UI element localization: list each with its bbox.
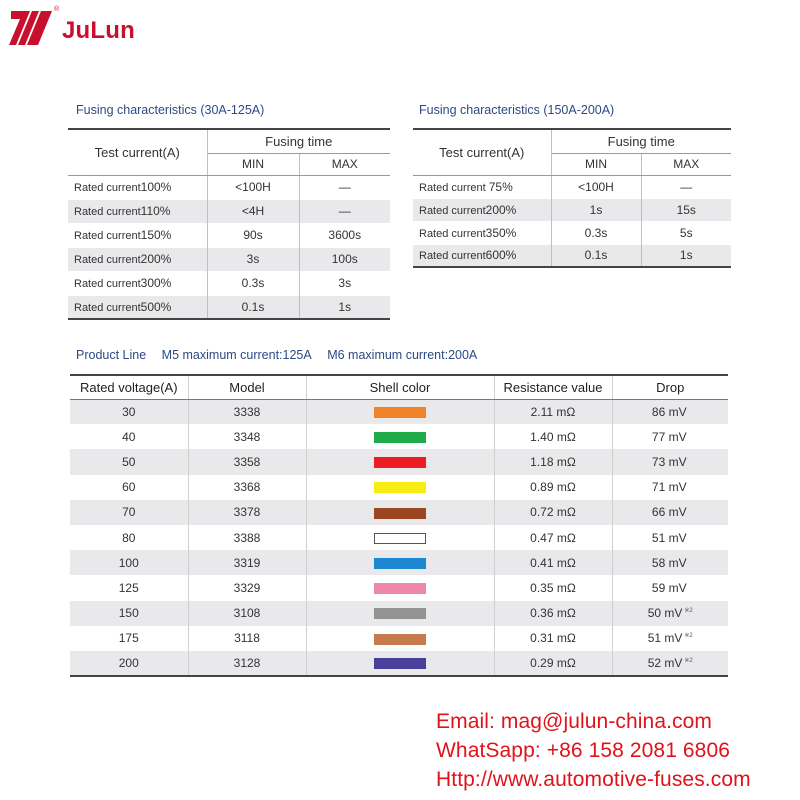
color-cell xyxy=(306,424,494,449)
drop-cell: 66 mV xyxy=(612,500,728,525)
resistance-cell: 0.35 mΩ xyxy=(494,575,612,600)
col-shell-color: Shell color xyxy=(306,375,494,399)
fusing-time-header: Fusing time xyxy=(551,129,731,153)
drop-cell: 52 mV $^{※2}$ xyxy=(612,651,728,676)
resistance-cell: 0.89 mΩ xyxy=(494,475,612,500)
max-cell: — xyxy=(641,175,731,198)
model-cell: 3319 xyxy=(188,550,306,575)
resistance-cell: 0.41 mΩ xyxy=(494,550,612,575)
shell-color-swatch xyxy=(374,634,426,645)
table-row xyxy=(70,550,728,575)
table-row xyxy=(70,626,728,651)
table-row xyxy=(68,223,390,247)
test-current-header: Test current(A) xyxy=(413,129,551,175)
brand-logo xyxy=(8,8,135,48)
fusing-table-2-title: Fusing characteristics (150A-200A) xyxy=(419,103,615,117)
row-label: Rated current200% xyxy=(413,198,551,221)
table-row xyxy=(70,399,728,424)
color-cell xyxy=(306,550,494,575)
model-cell: 3329 xyxy=(188,575,306,600)
drop-cell: 58 mV xyxy=(612,550,728,575)
rated-cell: 175 xyxy=(70,626,188,651)
product-table-body xyxy=(70,399,728,676)
col-resistance: Resistance value xyxy=(494,375,612,399)
model-cell: 3368 xyxy=(188,475,306,500)
table-row xyxy=(413,198,731,221)
fusing-table-1-title: Fusing characteristics (30A-125A) xyxy=(76,103,265,117)
row-label: Rated current300% xyxy=(68,271,207,295)
min-cell: 0.3s xyxy=(207,271,299,295)
resistance-cell: 0.72 mΩ xyxy=(494,500,612,525)
product-line-heading xyxy=(76,348,489,362)
model-cell: 3378 xyxy=(188,500,306,525)
table-row xyxy=(413,175,731,198)
row-label: Rated current100% xyxy=(68,175,207,199)
m5-max-current: M5 maximum current:125A xyxy=(161,348,312,362)
col-rated-voltage: Rated voltage(A) xyxy=(70,375,188,399)
shell-color-swatch xyxy=(374,407,426,418)
table-row xyxy=(68,247,390,271)
table-row xyxy=(413,221,731,244)
col-model: Model xyxy=(188,375,306,399)
max-cell: 1s xyxy=(299,295,390,319)
table-row xyxy=(70,601,728,626)
color-cell xyxy=(306,601,494,626)
max-cell: 100s xyxy=(299,247,390,271)
rated-cell: 40 xyxy=(70,424,188,449)
max-header: MAX xyxy=(299,153,390,175)
max-cell: 15s xyxy=(641,198,731,221)
resistance-cell: 2.11 mΩ xyxy=(494,399,612,424)
drop-cell: 51 mV $^{※2}$ xyxy=(612,626,728,651)
row-label: Rated current150% xyxy=(68,223,207,247)
max-cell: — xyxy=(299,199,390,223)
drop-cell: 51 mV xyxy=(612,525,728,550)
color-cell xyxy=(306,626,494,651)
drop-cell: 77 mV xyxy=(612,424,728,449)
registered-mark: ® xyxy=(54,6,60,13)
min-header: MIN xyxy=(207,153,299,175)
min-cell: <100H xyxy=(207,175,299,199)
table-row xyxy=(70,475,728,500)
brand-name: JuLun xyxy=(62,17,135,44)
min-cell: 90s xyxy=(207,223,299,247)
model-cell: 3358 xyxy=(188,449,306,474)
rated-cell: 200 xyxy=(70,651,188,676)
rated-cell: 150 xyxy=(70,601,188,626)
product-table xyxy=(70,374,728,677)
drop-cell: 50 mV $^{※2}$ xyxy=(612,601,728,626)
table-row xyxy=(70,500,728,525)
rated-cell: 80 xyxy=(70,525,188,550)
drop-cell: 86 mV xyxy=(612,399,728,424)
model-cell: 3108 xyxy=(188,601,306,626)
model-cell: 3338 xyxy=(188,399,306,424)
m6-max-current: M6 maximum current:200A xyxy=(327,348,478,362)
test-current-header: Test current(A) xyxy=(68,129,207,175)
table-row xyxy=(68,295,390,319)
model-cell: 3118 xyxy=(188,626,306,651)
row-label: Rated current500% xyxy=(68,295,207,319)
rated-cell: 125 xyxy=(70,575,188,600)
shell-color-swatch xyxy=(374,432,426,443)
julun-logo-icon xyxy=(8,8,54,48)
row-label: Rated current110% xyxy=(68,199,207,223)
color-cell xyxy=(306,449,494,474)
shell-color-swatch xyxy=(374,457,426,468)
row-label: Rated current200% xyxy=(68,247,207,271)
min-header: MIN xyxy=(551,153,641,175)
min-cell: <100H xyxy=(551,175,641,198)
min-cell: 0.3s xyxy=(551,221,641,244)
max-cell: 3s xyxy=(299,271,390,295)
min-cell: <4H xyxy=(207,199,299,223)
rated-cell: 70 xyxy=(70,500,188,525)
min-cell: 0.1s xyxy=(551,244,641,267)
resistance-cell: 1.40 mΩ xyxy=(494,424,612,449)
rated-cell: 60 xyxy=(70,475,188,500)
drop-cell: 73 mV xyxy=(612,449,728,474)
product-line-label: Product Line xyxy=(76,348,147,362)
resistance-cell: 0.36 mΩ xyxy=(494,601,612,626)
fusing-table-1 xyxy=(68,128,390,320)
resistance-cell: 0.31 mΩ xyxy=(494,626,612,651)
table-row xyxy=(70,575,728,600)
table-row xyxy=(413,244,731,267)
color-cell xyxy=(306,475,494,500)
color-cell xyxy=(306,651,494,676)
model-cell: 3128 xyxy=(188,651,306,676)
max-cell: 5s xyxy=(641,221,731,244)
model-cell: 3388 xyxy=(188,525,306,550)
min-cell: 3s xyxy=(207,247,299,271)
row-label: Rated current350% xyxy=(413,221,551,244)
table-row xyxy=(68,175,390,199)
table-row xyxy=(68,271,390,295)
resistance-cell: 0.29 mΩ xyxy=(494,651,612,676)
rated-cell: 100 xyxy=(70,550,188,575)
row-label: Rated current600% xyxy=(413,244,551,267)
max-header: MAX xyxy=(641,153,731,175)
min-cell: 1s xyxy=(551,198,641,221)
row-label: Rated current 75% xyxy=(413,175,551,198)
table-row xyxy=(70,449,728,474)
contact-website[interactable]: Http://www.automotive-fuses.com xyxy=(436,768,751,791)
table-row xyxy=(70,651,728,676)
rated-cell: 30 xyxy=(70,399,188,424)
min-cell: 0.1s xyxy=(207,295,299,319)
table-row xyxy=(68,199,390,223)
shell-color-swatch xyxy=(374,482,426,493)
contact-whatsapp[interactable]: WhatSapp: +86 158 2081 6806 xyxy=(436,739,731,762)
fusing-table-2 xyxy=(413,128,731,268)
contact-email[interactable]: Email: mag@julun-china.com xyxy=(436,710,713,733)
color-cell xyxy=(306,500,494,525)
resistance-cell: 1.18 mΩ xyxy=(494,449,612,474)
color-cell xyxy=(306,575,494,600)
shell-color-swatch xyxy=(374,658,426,669)
max-cell: — xyxy=(299,175,390,199)
color-cell xyxy=(306,525,494,550)
drop-cell: 71 mV xyxy=(612,475,728,500)
model-cell: 3348 xyxy=(188,424,306,449)
color-cell xyxy=(306,399,494,424)
col-drop: Drop xyxy=(612,375,728,399)
max-cell: 1s xyxy=(641,244,731,267)
shell-color-swatch xyxy=(374,558,426,569)
fusing-time-header: Fusing time xyxy=(207,129,390,153)
drop-cell: 59 mV xyxy=(612,575,728,600)
table-row xyxy=(70,424,728,449)
shell-color-swatch xyxy=(374,583,426,594)
max-cell: 3600s xyxy=(299,223,390,247)
shell-color-swatch xyxy=(374,508,426,519)
shell-color-swatch xyxy=(374,533,426,544)
resistance-cell: 0.47 mΩ xyxy=(494,525,612,550)
table-row xyxy=(70,525,728,550)
shell-color-swatch xyxy=(374,608,426,619)
rated-cell: 50 xyxy=(70,449,188,474)
